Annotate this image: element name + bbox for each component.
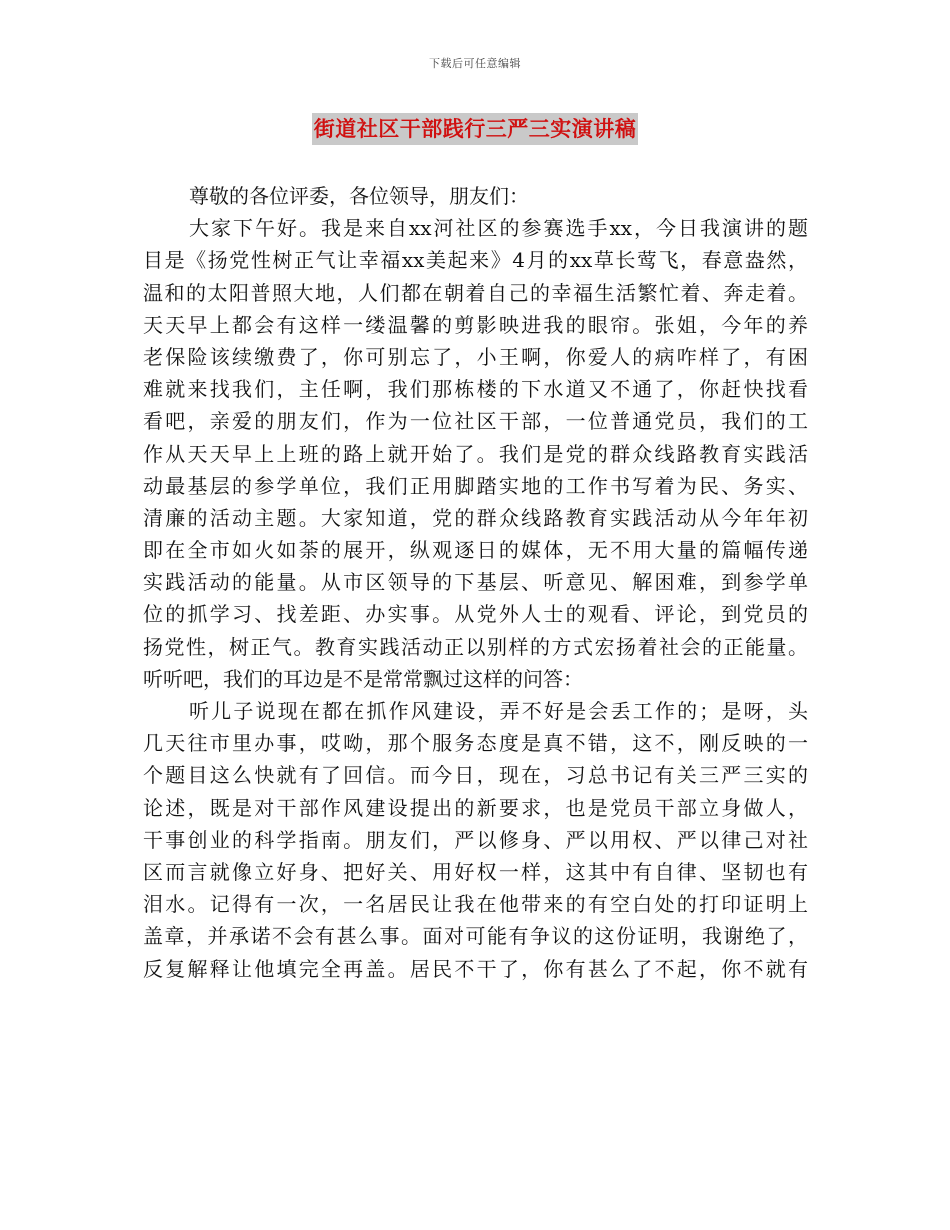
text-line: 难就来找我们，主任啊，我们那栋楼的下水道又不通了，你赶快找看 [143, 377, 808, 402]
text-line: 区而言就像立好身、把好关、用好权一样，这其中有自律、坚韧也有 [143, 859, 808, 884]
text-line: 大家下午好。我是来自xx河社区的参赛选手xx，今日我演讲的题 [189, 216, 808, 241]
text-line: 看吧，亲爱的朋友们，作为一位社区干部，一位普通党员，我们的工 [143, 409, 808, 434]
text-line: 扬党性，树正气。教育实践活动正以别样的方式宏扬着社会的正能量。 [143, 634, 808, 659]
text-line: 实践活动的能量。从市区领导的下基层、听意见、解困难，到参学单 [143, 570, 808, 595]
text-line: 老保险该续缴费了，你可别忘了，小王啊，你爱人的病咋样了，有困 [143, 344, 808, 369]
text-line: 盖章，并承诺不会有甚么事。面对可能有争议的这份证明，我谢绝了， [143, 924, 808, 949]
text-line: 天天早上都会有这样一缕温馨的剪影映进我的眼帘。张姐，今年的养 [143, 312, 808, 337]
text-line: 个题目这么快就有了回信。而今日，现在，习总书记有关三严三实的 [143, 763, 808, 788]
text-line: 几天往市里办事，哎呦，那个服务态度是真不错，这不，刚反映的一 [143, 731, 808, 756]
text-line: 即在全市如火如荼的展开，纵观逐日的媒体，无不用大量的篇幅传递 [143, 538, 808, 563]
text-line: 干事创业的科学指南。朋友们，严以修身、严以用权、严以律己对社 [143, 827, 808, 852]
text-line: 位的抓学习、找差距、办实事。从党外人士的观看、评论，到党员的 [143, 602, 808, 627]
text-line: 论述，既是对干部作风建设提出的新要求，也是党员干部立身做人， [143, 795, 808, 820]
text-line: 温和的太阳普照大地，人们都在朝着自己的幸福生活繁忙着、奔走着。 [143, 280, 808, 305]
title-container [0, 113, 950, 145]
text-line: 动最基层的参学单位，我们正用脚踏实地的工作书写着为民、务实、 [143, 473, 808, 498]
document-title: 街道社区干部践行三严三实演讲稿 [312, 113, 639, 145]
text-line: 目是《扬党性树正气让幸福xx美起来》4月的xx草长莺飞，春意盎然， [143, 248, 808, 273]
text-line: 听儿子说现在都在抓作风建设，弄不好是会丢工作的；是呀，头 [189, 699, 808, 723]
header-note: 下载后可任意编辑 [429, 57, 521, 70]
text-line: 尊敬的各位评委，各位领导，朋友们： [189, 184, 529, 208]
text-line: 清廉的活动主题。大家知道，党的群众线路教育实践活动从今年年初 [143, 505, 808, 530]
document-body [143, 180, 808, 985]
text-line: 听听吧，我们的耳边是不是常常飘过这样的问答： [143, 666, 583, 691]
text-line: 反复解释让他填完全再盖。居民不干了，你有甚么了不起，你不就有 [143, 956, 808, 981]
text-line: 泪水。记得有一次，一名居民让我在他带来的有空白处的打印证明上 [143, 892, 808, 917]
text-line: 作从天天早上上班的路上就开始了。我们是党的群众线路教育实践活 [143, 441, 808, 466]
